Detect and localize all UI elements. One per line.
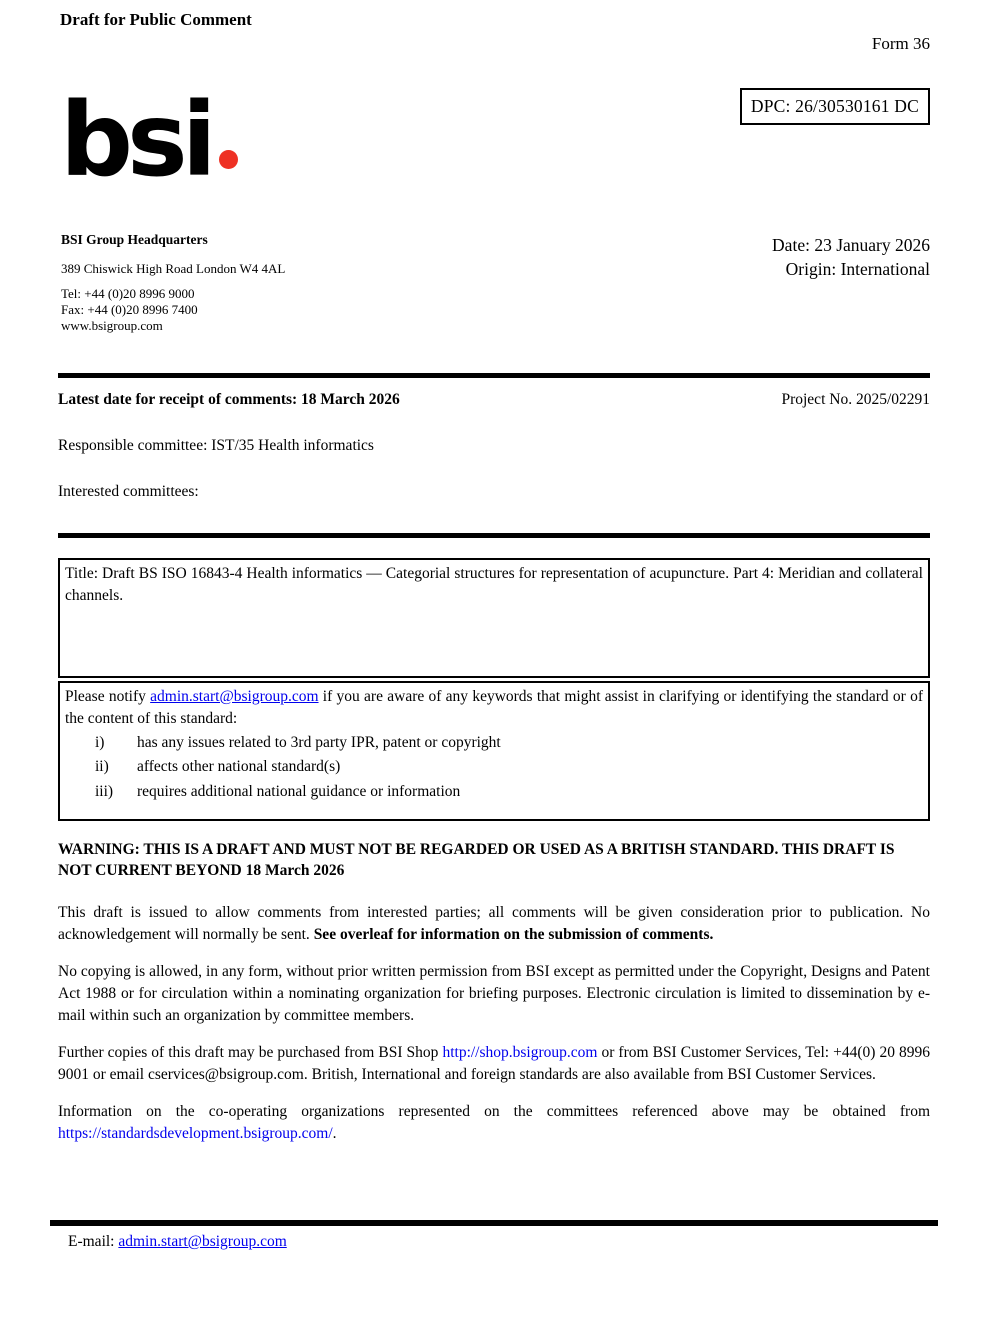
notify-item-text: requires additional national guidance or information bbox=[137, 782, 461, 800]
paragraph-issue bbox=[58, 902, 930, 946]
origin-label: Origin: International bbox=[785, 259, 930, 279]
notify-item-row bbox=[95, 756, 923, 778]
draft-header-label: Draft for Public Comment bbox=[60, 10, 252, 29]
title-text: Title: Draft BS ISO 16843-4 Health informatics — Categorial structures for representation of acupuncture. Part 4: Meridian and collateral channels. bbox=[65, 565, 923, 605]
text-segment: No copying is allowed, in any form, without prior written permission from BSI except as permitted under the Copyright, Designs and Patent Act 1988 or for circulation within a nominating organization for briefing purposes. Electronic circulation is limited to dissemination by e-mail within such an organization by committee members. bbox=[58, 962, 930, 1024]
text-segment: Please notify bbox=[65, 688, 151, 705]
top-divider bbox=[58, 373, 930, 378]
form-number-label: Form 36 bbox=[871, 34, 930, 53]
paragraph-info bbox=[58, 1101, 930, 1145]
logo-red-dot-icon bbox=[219, 150, 238, 169]
paragraph-copying bbox=[58, 961, 930, 1027]
main-content bbox=[58, 373, 930, 1145]
paragraph-copies bbox=[58, 1042, 930, 1086]
footer-divider bbox=[50, 1220, 938, 1226]
responsible-committee-label: Responsible committee: IST/35 Health informatics bbox=[58, 437, 374, 454]
bsi-shop-link[interactable]: http://shop.bsigroup.com bbox=[442, 1043, 598, 1061]
mid-divider bbox=[58, 533, 930, 538]
text-segment: if you are aware of any keywords that might assist in clarifying or identifying the standard or of the content of this standard: bbox=[65, 688, 923, 728]
date-origin-block bbox=[772, 233, 930, 281]
hq-label: BSI Group Headquarters bbox=[61, 232, 208, 247]
notify-item-number: ii) bbox=[95, 758, 109, 776]
project-number-label: Project No. 2025/02291 bbox=[781, 391, 930, 408]
address-tel: Tel: +44 (0)20 8996 9000 bbox=[61, 286, 195, 301]
title-box bbox=[58, 558, 930, 678]
address-street: 389 Chiswick High Road London W4 4AL bbox=[61, 261, 286, 276]
notify-item-row bbox=[95, 781, 923, 803]
warning-text: WARNING: THIS IS A DRAFT AND MUST NOT BE REGARDED OR USED AS A BRITISH STANDARD. THIS DRAFT IS NOT CURRENT BEYOND 18 March 2026 bbox=[58, 840, 895, 880]
address-web: www.bsigroup.com bbox=[61, 318, 163, 333]
date-label: Date: 23 January 2026 bbox=[772, 235, 930, 255]
notify-intro bbox=[65, 686, 923, 730]
footer-email-link[interactable]: admin.start@bsigroup.com bbox=[118, 1233, 287, 1250]
notify-item-text: affects other national standard(s) bbox=[137, 758, 341, 776]
address-block bbox=[61, 232, 285, 334]
bsi-wordmark: bsi bbox=[60, 81, 211, 200]
bsi-logo bbox=[60, 81, 280, 200]
text-segment: . bbox=[332, 1124, 337, 1142]
standards-development-link[interactable]: https://standardsdevelopment.bsigroup.com/ bbox=[58, 1124, 333, 1142]
dpc-number-box: DPC: 26/30530161 DC bbox=[740, 88, 930, 125]
text-segment: Information on the co-operating organizations represented on the committees referenced above may be obtained from bbox=[58, 1102, 930, 1120]
text-segment: E-mail: bbox=[68, 1233, 119, 1250]
text-segment: This draft is issued to allow comments from interested parties; all comments will be given consideration prior to publication. No acknowledgement will normally be sent. bbox=[58, 903, 930, 943]
address-fax: Fax: +44 (0)20 8996 7400 bbox=[61, 302, 198, 317]
interested-committees-label: Interested committees: bbox=[58, 483, 199, 500]
text-segment: Further copies of this draft may be purchased from BSI Shop bbox=[58, 1043, 443, 1061]
notify-item-text: has any issues related to 3rd party IPR, patent or copyright bbox=[137, 734, 501, 752]
text-segment: See overleaf for information on the submission of comments. bbox=[313, 925, 714, 943]
notify-box bbox=[58, 681, 930, 821]
notify-item-number: i) bbox=[95, 734, 105, 752]
latest-date-label: Latest date for receipt of comments: 18 March 2026 bbox=[58, 391, 400, 408]
text-segment: or from BSI Customer Services, Tel: +44(0) 20 8996 9001 or email cservices@bsigroup.com. British, International and foreign standards are also available from BSI Customer Services. bbox=[58, 1043, 931, 1083]
footer-email-line bbox=[68, 1233, 287, 1251]
notify-email-link[interactable]: admin.start@bsigroup.com bbox=[150, 688, 319, 705]
notify-item-row bbox=[95, 732, 923, 754]
notify-item-number: iii) bbox=[95, 782, 114, 800]
